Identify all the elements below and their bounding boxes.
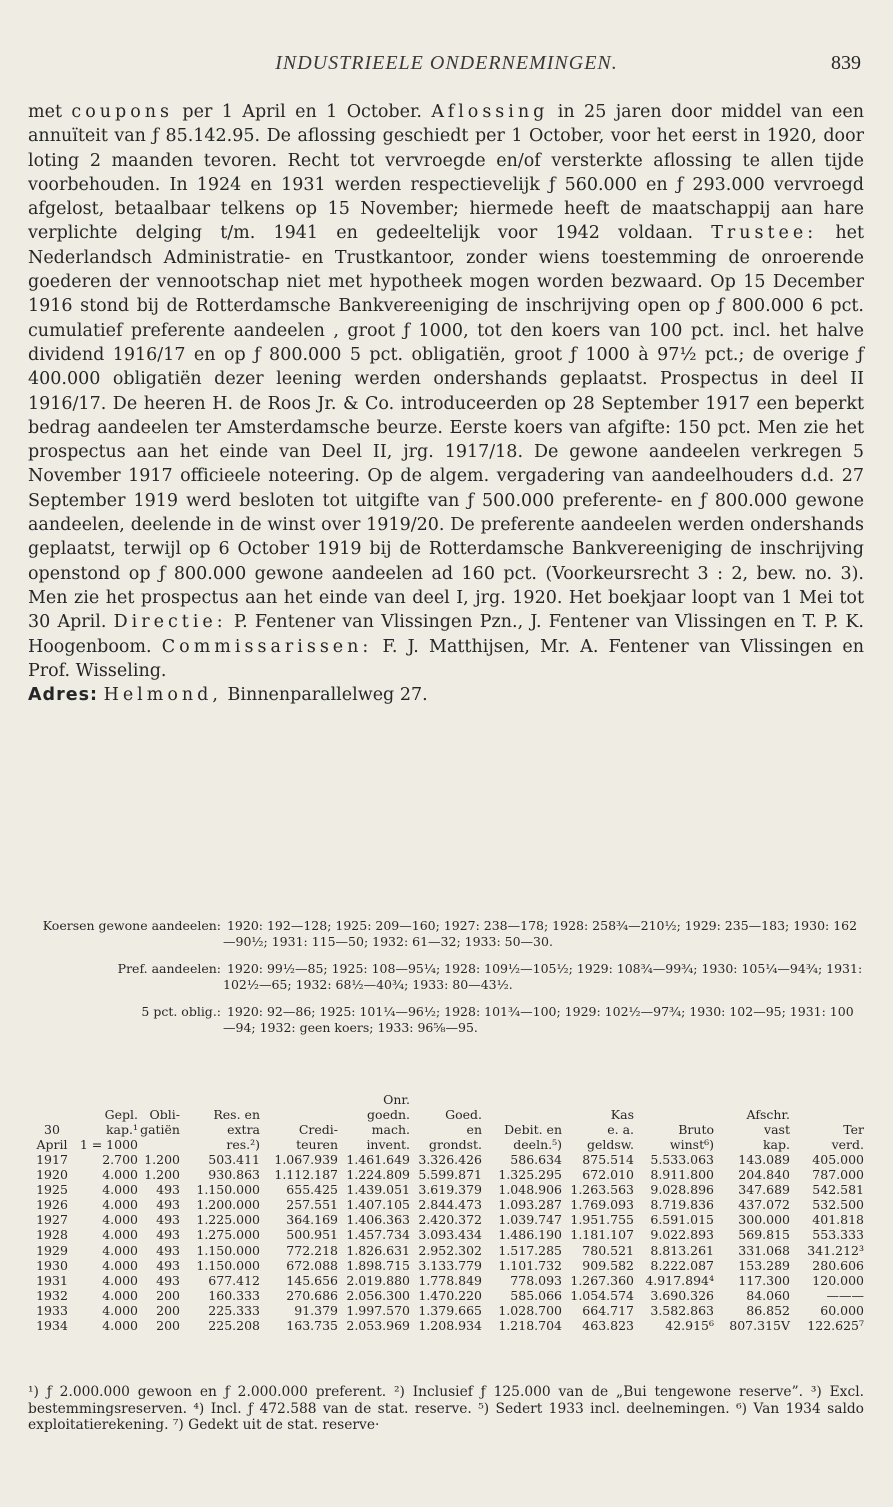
table-cell: 4.000 (102, 1272, 138, 1288)
table-cell: 117.300 (738, 1272, 790, 1288)
table-cell: 500.951 (286, 1227, 338, 1243)
column-header: vast (764, 1122, 790, 1137)
table-cell: 270.686 (286, 1287, 338, 1303)
table-cell: 542.581 (812, 1182, 864, 1198)
table-cell: 2.952.302 (418, 1242, 482, 1258)
table-row (28, 1258, 864, 1273)
table-cell: 4.000 (102, 1318, 138, 1334)
column-header: geldsw. (586, 1137, 634, 1152)
row-year: 1917 (36, 1152, 68, 1167)
table-cell: 1.200.000 (196, 1197, 260, 1213)
table-cell: 225.333 (208, 1302, 260, 1318)
table-cell: 6.591.015 (650, 1212, 714, 1228)
table-cell: 143.089 (738, 1152, 790, 1167)
table-cell: 153.289 (738, 1257, 790, 1273)
running-title: INDUSTRIEELE ONDERNEMINGEN. (275, 52, 618, 74)
column-header (180, 1092, 260, 1107)
table-cell: 4.000 (102, 1212, 138, 1228)
table-cell: 4.000 (102, 1287, 138, 1303)
table-cell: 493 (156, 1212, 180, 1228)
table-cell: 60.000 (820, 1302, 864, 1318)
table-cell: 672.088 (286, 1257, 338, 1273)
spaced-term-aflossing: Aflossing (431, 102, 549, 122)
column-header (410, 1092, 482, 1107)
column-header: Debit. en (504, 1122, 562, 1137)
table-header-row (28, 1092, 864, 1107)
table-cell: 3.582.863 (650, 1302, 714, 1318)
body-text (28, 100, 864, 707)
table-cell: 772.218 (286, 1242, 338, 1258)
quote-label: Koersen gewone aandeelen: (42, 918, 221, 933)
page-header (0, 52, 893, 84)
table-cell: 2.053.969 (346, 1318, 410, 1334)
financial-table-container (28, 1092, 864, 1333)
table-cell: 493 (156, 1257, 180, 1273)
table-cell: 586.634 (510, 1152, 562, 1167)
text-run: met (28, 102, 72, 122)
table-cell: 664.717 (582, 1302, 634, 1318)
column-header: res.²) (226, 1137, 260, 1152)
table-cell: 1.101.732 (498, 1257, 562, 1273)
column-header: Kas (610, 1107, 634, 1122)
column-header (634, 1092, 714, 1107)
table-cell: 1.517.285 (498, 1242, 562, 1258)
column-header: Res. en (213, 1107, 260, 1122)
table-cell: 807.315V (729, 1318, 790, 1334)
table-cell: 2.700 (102, 1152, 138, 1167)
table-cell: 8.719.836 (650, 1197, 714, 1213)
table-header-row (28, 1122, 864, 1137)
column-header: teuren (296, 1137, 338, 1152)
table-cell: 493 (156, 1182, 180, 1198)
column-header (138, 1137, 180, 1152)
column-header (634, 1107, 714, 1122)
column-header (76, 1092, 138, 1107)
table-cell: 280.606 (812, 1257, 864, 1273)
table-cell: 1.267.360 (570, 1272, 634, 1288)
table-cell: 42.915⁶ (665, 1318, 714, 1334)
address-street: Binnenparallelweg 27. (221, 685, 428, 706)
table-cell: 585.066 (510, 1287, 562, 1303)
column-header: Ter (843, 1122, 864, 1137)
table-row (28, 1212, 864, 1227)
table-cell: 930.863 (208, 1167, 260, 1183)
table-cell: 5.599.871 (418, 1167, 482, 1183)
table-cell: 463.823 (582, 1318, 634, 1334)
table-cell: 204.840 (738, 1167, 790, 1183)
table-cell: 569.815 (738, 1227, 790, 1243)
table-cell: 1.028.700 (498, 1302, 562, 1318)
column-header: verd. (831, 1137, 864, 1152)
table-cell: 300.000 (738, 1212, 790, 1228)
table-cell: 160.333 (208, 1287, 260, 1303)
table-row (28, 1182, 864, 1197)
table-cell: 503.411 (208, 1152, 260, 1167)
main-paragraph (28, 100, 864, 683)
table-cell: 493 (156, 1197, 180, 1213)
row-year: 1933 (36, 1302, 68, 1318)
row-year: 1930 (36, 1257, 68, 1273)
table-cell: 1.200 (144, 1167, 180, 1183)
text-run: F. J. Matthijsen, Mr. A. Fentener van Vlissingen en Prof. Wisseling. (28, 636, 864, 681)
table-cell: 1.997.570 (346, 1302, 410, 1318)
quote-values: 1920: 192—128; 1925: 209—160; 1927: 238—178; 1928: 258¾—210½; 1929: 235—183; 1930: 162—90½; 1931: 115—50; 1932: 61—32; 1933: 50—30. (223, 918, 858, 949)
text-run: P. Fentener van Vlissingen Pzn., J. Fentener van Vlissingen en T. P. K. Hoogenboom. (28, 612, 864, 657)
table-row (28, 1227, 864, 1242)
table-cell: 91.379 (294, 1302, 338, 1318)
table-row (28, 1167, 864, 1182)
quote-values: 1920: 92—86; 1925: 101¼—96½; 1928: 101¾—100; 1929: 102½—97¾; 1930: 102—95; 1931: 100—94; 1932: geen koers; 1933: 96⅝—95. (223, 1004, 854, 1035)
table-cell: 4.000 (102, 1182, 138, 1198)
table-row (28, 1243, 864, 1258)
table-cell: 2.420.372 (418, 1212, 482, 1228)
table-cell: 2.056.300 (346, 1287, 410, 1303)
table-cell: 1.470.220 (418, 1287, 482, 1303)
table-cell: 493 (156, 1242, 180, 1258)
column-header: gatiën (140, 1122, 180, 1137)
address-label: Adres: (28, 685, 98, 706)
table-row (28, 1273, 864, 1288)
table-cell: 1.208.934 (418, 1318, 482, 1334)
table-cell: 1.048.906 (498, 1182, 562, 1198)
table-cell: 1.457.734 (346, 1227, 410, 1243)
column-header: Credi- (298, 1122, 338, 1137)
table-cell: 8.222.087 (650, 1257, 714, 1273)
table-cell: 1.826.631 (346, 1242, 410, 1258)
column-header: grondst. (429, 1137, 482, 1152)
table-cell: 1.379.665 (418, 1302, 482, 1318)
table-cell: 405.000 (812, 1152, 864, 1167)
column-header (28, 1092, 76, 1107)
table-header (28, 1092, 864, 1152)
table-cell: 1.486.190 (498, 1227, 562, 1243)
quote-label: Pref. aandeelen: (117, 961, 221, 976)
table-row (28, 1303, 864, 1318)
table-cell: 84.060 (746, 1287, 790, 1303)
column-header (260, 1107, 338, 1122)
table-cell: ——— (826, 1287, 864, 1303)
table-header-row (28, 1137, 864, 1152)
table-cell: 1.951.755 (570, 1212, 634, 1228)
table-cell: 1.325.295 (498, 1167, 562, 1183)
spaced-term-trustee: Trustee: (711, 223, 818, 244)
table-cell: 672.010 (582, 1167, 634, 1183)
table-cell: 1.778.849 (418, 1272, 482, 1288)
table-cell: 1.898.715 (346, 1257, 410, 1273)
row-year: 1931 (36, 1272, 68, 1288)
row-year: 1920 (36, 1167, 68, 1183)
row-year: 1927 (36, 1212, 68, 1228)
table-cell: 341.212³ (807, 1242, 864, 1258)
table-cell: 1.054.574 (570, 1287, 634, 1303)
column-header: deeln.⁵) (513, 1137, 562, 1152)
row-year: 1932 (36, 1287, 68, 1303)
table-cell: 4.000 (102, 1167, 138, 1183)
column-header (260, 1092, 338, 1107)
financial-table (28, 1092, 864, 1333)
row-year: 1928 (36, 1227, 68, 1243)
table-cell: 4.000 (102, 1242, 138, 1258)
text-run: in 25 jaren door middel van een annuïteit van ƒ 85.142.95. De aflossing geschiedt per 1 October, voor het eerst in 1920, door loting 2 maanden tevoren. Recht tot vervroegde en/of versterkte aflossing te allen tijde voorbehouden. In 1924 en 1931 werden respectievelijk ƒ 560.000 en ƒ 293.000 vervroegd afgelost, betaalbaar telkens op 15 November; hiermede heeft de maatschappij aan hare verplichte delging t/m. 1941 en gedeeltelijk voor 1942 voldaan. (28, 102, 864, 244)
address-place: Helmond, (103, 685, 222, 706)
table-cell: 1.461.649 (346, 1152, 410, 1167)
table-cell: 875.514 (582, 1152, 634, 1167)
column-header: kap. (762, 1137, 790, 1152)
table-cell: 200 (156, 1318, 180, 1334)
table-cell: 86.852 (746, 1302, 790, 1318)
table-cell: 1.200 (144, 1152, 180, 1167)
table-cell: 1.093.287 (498, 1197, 562, 1213)
column-header (714, 1092, 790, 1107)
table-cell: 364.169 (286, 1212, 338, 1228)
quote-preferred-shares (28, 961, 864, 992)
table-cell: 9.022.893 (650, 1227, 714, 1243)
table-cell: 4.000 (102, 1302, 138, 1318)
quote-bonds (28, 1004, 864, 1035)
table-row (28, 1152, 864, 1167)
table-cell: 200 (156, 1302, 180, 1318)
text-run: het Nederlandsch Administratie- en Trustkantoor, zonder wiens toestemming de onroerende goederen der vennootschap niet met hypotheek mogen worden bezwaard. Op 15 December 1916 stond bij de Rotterdamsche Bankvereeniging de inschrijving open op ƒ 800.000 6 pct. cumulatief preferente aandeelen , groot ƒ 1000, tot den koers van 100 pct. incl. het halve dividend 1916/17 en op ƒ 800.000 5 pct. obligatiën, groot ƒ 1000 à 97½ pct.; de overige ƒ 400.000 obligatiën dezer leening werden ondershands geplaatst. Prospectus in deel II 1916/17. De heeren H. de Roos Jr. & Co. introduceerden op 28 September 1917 een beperkt bedrag aandeelen ter Amsterdamsche beurze. Eerste koers van afgifte: 150 pct. Men zie het prospectus aan het einde van Deel II, jrg. 1917/18. De gewone aandeelen verkregen 5 November 1917 officieele noteering. Op de algem. vergadering van aandeelhouders d.d. 27 September 1919 werd besloten tot uitgifte van ƒ 500.000 preferente- en ƒ 800.000 gewone aandeelen, deelende in de winst over 1919/20. De preferente aandeelen werden ondershands geplaatst, terwijl op 6 October 1919 bij de Rotterdamsche Bankvereeniging de inschrijving openstond op ƒ 800.000 gewone aandeelen ad 160 pct. (Voorkeursrecht 3 : 2, bew. no. 3). Men zie het prospectus aan het einde van deel I, jrg. 1920. Het boekjaar loopt van 1 Mei tot 30 April. (28, 223, 864, 633)
column-header: 1 = 1000 (79, 1137, 138, 1152)
table-cell: 655.425 (286, 1182, 338, 1198)
spaced-term-directie: Directie: (113, 612, 227, 633)
column-header (562, 1092, 634, 1107)
table-cell: 4.000 (102, 1227, 138, 1243)
column-header: invent. (366, 1137, 410, 1152)
table-cell: 145.656 (286, 1272, 338, 1288)
price-quotes (28, 918, 864, 1047)
row-year: 1934 (36, 1318, 68, 1334)
column-header (28, 1107, 76, 1122)
table-cell: 4.917.894⁴ (645, 1272, 714, 1288)
quote-label: 5 pct. oblig.: (141, 1004, 221, 1019)
column-header: mach. (371, 1122, 410, 1137)
table-cell: 401.818 (812, 1212, 864, 1228)
table-cell: 4.000 (102, 1197, 138, 1213)
column-header: Bruto (678, 1122, 714, 1137)
table-cell: 8.813.261 (650, 1242, 714, 1258)
row-year: 1929 (36, 1242, 68, 1258)
column-header: goedn. (367, 1107, 410, 1122)
column-header (790, 1107, 864, 1122)
table-cell: 1.407.105 (346, 1197, 410, 1213)
table-cell: 3.093.434 (418, 1227, 482, 1243)
table-cell: 3.690.326 (650, 1287, 714, 1303)
column-header (138, 1092, 180, 1107)
column-header: Afschr. (746, 1107, 790, 1122)
table-cell: 200 (156, 1287, 180, 1303)
table-cell: 553.333 (812, 1227, 864, 1243)
table-cell: 1.406.363 (346, 1212, 410, 1228)
table-cell: 493 (156, 1272, 180, 1288)
column-header: extra (227, 1122, 260, 1137)
table-cell: 1.224.809 (346, 1167, 410, 1183)
table-cell: 3.619.379 (418, 1182, 482, 1198)
table-cell: 493 (156, 1227, 180, 1243)
row-year: 1925 (36, 1182, 68, 1198)
table-cell: 1.150.000 (196, 1257, 260, 1273)
table-cell: 1.067.939 (274, 1152, 338, 1167)
table-cell: 1.275.000 (196, 1227, 260, 1243)
table-cell: 163.735 (286, 1318, 338, 1334)
table-cell: 787.000 (812, 1167, 864, 1183)
column-header: April (36, 1137, 68, 1152)
table-cell: 9.028.896 (650, 1182, 714, 1198)
table-cell: 1.181.107 (570, 1227, 634, 1243)
table-cell: 1.150.000 (196, 1242, 260, 1258)
quote-ordinary-shares (28, 918, 864, 949)
table-cell: 780.521 (582, 1242, 634, 1258)
table-cell: 1.439.051 (346, 1182, 410, 1198)
table-cell: 122.625⁷ (807, 1318, 864, 1334)
table-cell: 2.844.473 (418, 1197, 482, 1213)
column-header (482, 1092, 562, 1107)
spaced-term-commissarissen: Commissarissen: (161, 636, 373, 657)
table-cell: 1.112.187 (274, 1167, 338, 1183)
table-cell: 257.551 (286, 1197, 338, 1213)
table-cell: 677.412 (208, 1272, 260, 1288)
table-cell: 1.225.000 (196, 1212, 260, 1228)
table-body (28, 1152, 864, 1333)
quote-values: 1920: 99½—85; 1925: 108—95¼; 1928: 109½—105½; 1929: 108¾—99¾; 1930: 105¼—94¾; 1931: 102½—65; 1932: 68½—40¾; 1933: 80—43½. (223, 961, 863, 992)
table-cell: 909.582 (582, 1257, 634, 1273)
table-cell: 120.000 (812, 1272, 864, 1288)
column-header: Gepl. (104, 1107, 138, 1122)
text-run: per 1 April en 1 October. (173, 102, 432, 122)
table-cell: 1.218.704 (498, 1318, 562, 1334)
table-row (28, 1288, 864, 1303)
column-header (482, 1107, 562, 1122)
column-header: Obli- (149, 1107, 180, 1122)
table-cell: 437.072 (738, 1197, 790, 1213)
table-cell: 3.133.779 (418, 1257, 482, 1273)
table-row (28, 1197, 864, 1212)
table-row (28, 1318, 864, 1333)
column-header: winst⁶) (669, 1137, 714, 1152)
table-cell: 532.500 (812, 1197, 864, 1213)
footnotes: ¹) ƒ 2.000.000 gewoon en ƒ 2.000.000 preferent. ²) Inclusief ƒ 125.000 van de „Bui tengewone reserve”. ³) Excl. bestemmingsreserven. ⁴) Incl. ƒ 472.588 van de stat. reserve. ⁵) Sedert 1933 incl. deelnemingen. ⁶) Van 1934 saldo exploitatierekening. ⁷) Gedekt uit de stat. reserve· (28, 1384, 864, 1433)
table-header-row (28, 1107, 864, 1122)
column-header: kap.¹ (105, 1122, 138, 1137)
column-header: 30 (44, 1122, 60, 1137)
table-cell: 1.039.747 (498, 1212, 562, 1228)
table-cell: 8.911.800 (650, 1167, 714, 1183)
table-cell: 3.326.426 (418, 1152, 482, 1167)
table-cell: 2.019.880 (346, 1272, 410, 1288)
table-cell: 1.263.563 (570, 1182, 634, 1198)
table-cell: 5.533.063 (650, 1152, 714, 1167)
address-line (28, 683, 864, 707)
row-year: 1926 (36, 1197, 68, 1213)
table-cell: 331.068 (738, 1242, 790, 1258)
page-number: 839 (831, 52, 861, 74)
column-header: Onr. (383, 1092, 410, 1107)
table-cell: 778.093 (510, 1272, 562, 1288)
column-header: en (466, 1122, 482, 1137)
spaced-term-coupons: coupons (71, 102, 174, 122)
table-cell: 1.150.000 (196, 1182, 260, 1198)
table-cell: 1.769.093 (570, 1197, 634, 1213)
column-header: Goed. (445, 1107, 482, 1122)
table-cell: 4.000 (102, 1257, 138, 1273)
table-cell: 347.689 (738, 1182, 790, 1198)
column-header (790, 1092, 864, 1107)
table-cell: 225.208 (208, 1318, 260, 1334)
column-header: e. a. (607, 1122, 634, 1137)
